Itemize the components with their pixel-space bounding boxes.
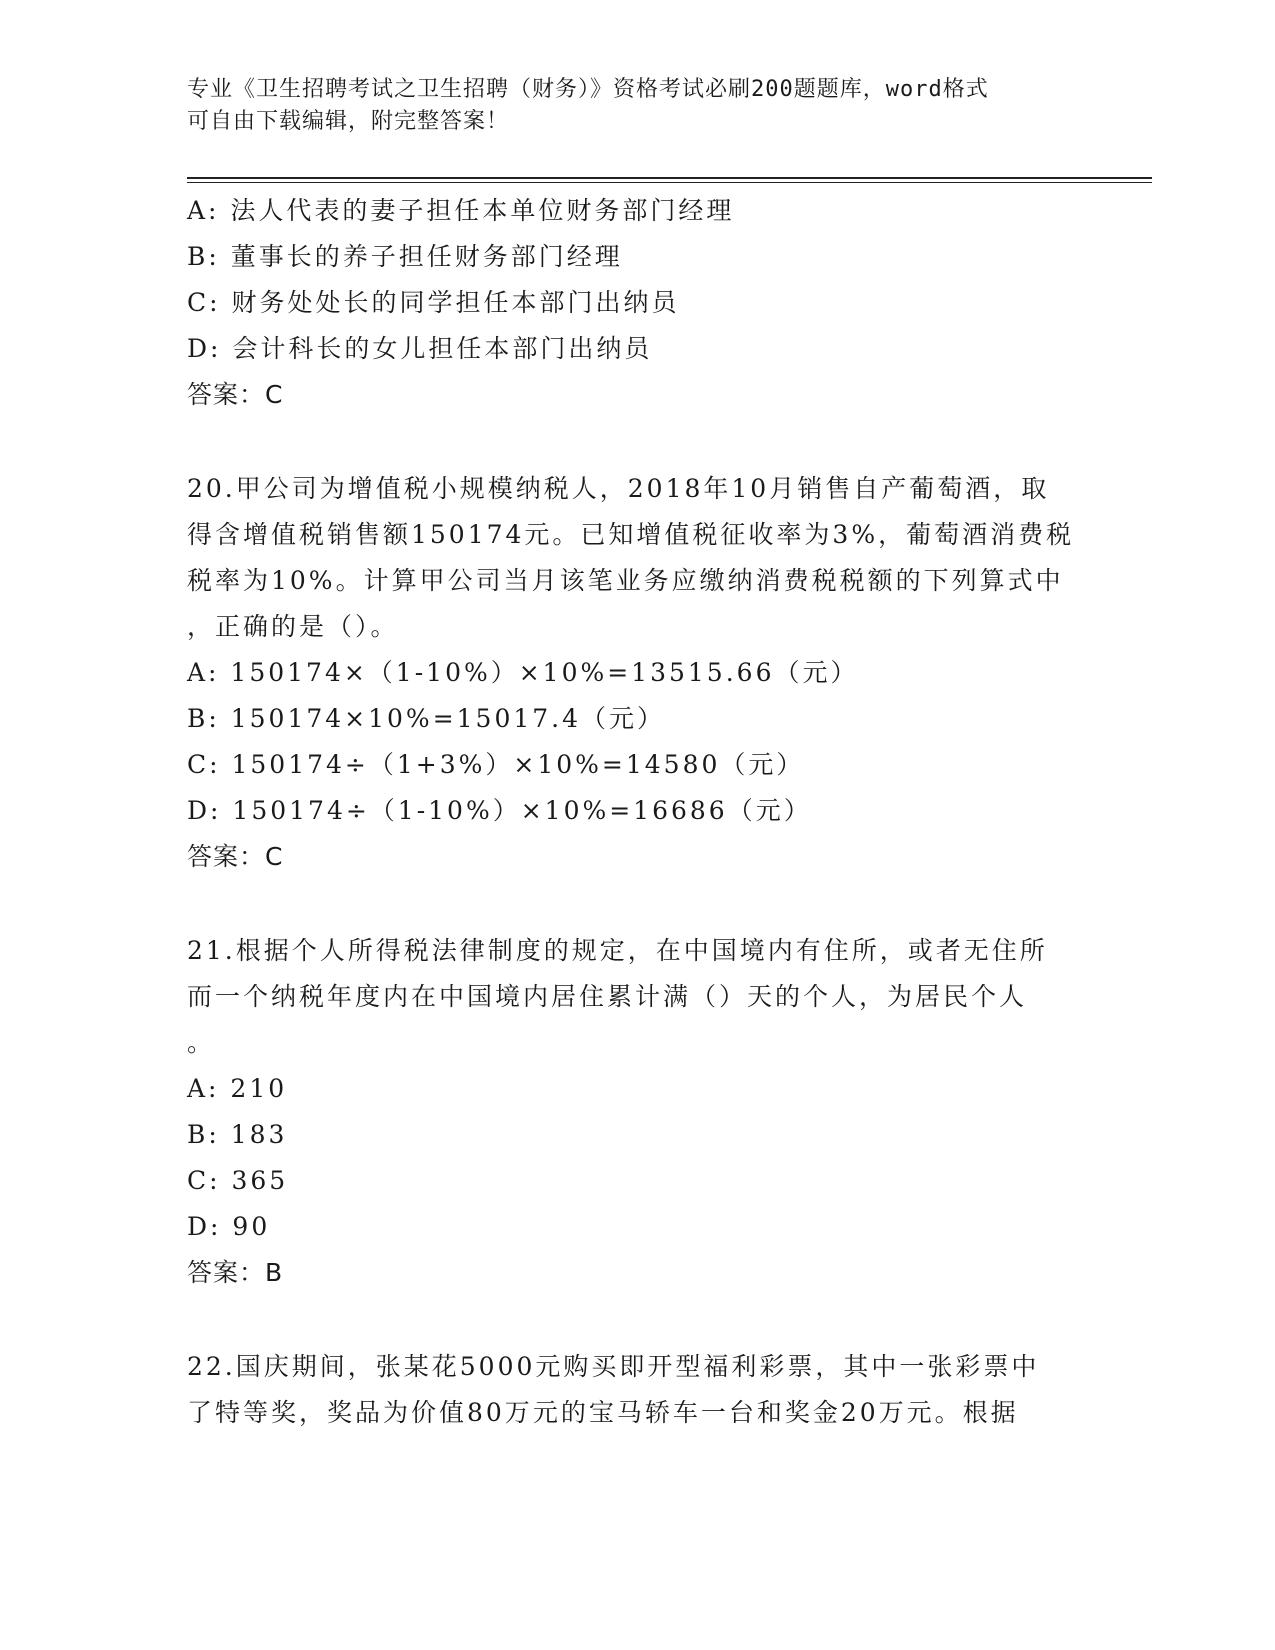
question-21 bbox=[187, 928, 1087, 1296]
option-c: C: 财务处处长的同学担任本部门出纳员 bbox=[187, 288, 680, 317]
question-stem-line: 。 bbox=[187, 1028, 216, 1057]
header-line-2: 可自由下载编辑，附完整答案！ bbox=[187, 109, 510, 134]
header-divider-thick bbox=[187, 177, 1152, 179]
answer: 答案：C bbox=[187, 380, 284, 409]
question-list bbox=[187, 188, 1087, 1436]
question-20 bbox=[187, 466, 1087, 880]
option-c: C: 150174÷（1+3%）×10%=14580（元） bbox=[187, 750, 805, 779]
option-d: D: 90 bbox=[187, 1212, 271, 1241]
question-19 bbox=[187, 188, 1087, 418]
document-header bbox=[187, 74, 1087, 138]
option-d: D: 会计科长的女儿担任本部门出纳员 bbox=[187, 334, 653, 363]
question-spacer bbox=[187, 1296, 1087, 1344]
question-stem-line: 20.甲公司为增值税小规模纳税人，2018年10月销售自产葡萄酒，取 bbox=[187, 474, 1050, 503]
option-b: B: 董事长的养子担任财务部门经理 bbox=[187, 242, 623, 271]
option-d: D: 150174÷（1-10%）×10%=16686（元） bbox=[187, 796, 812, 825]
question-22 bbox=[187, 1344, 1087, 1436]
header-line-1: 专业《卫生招聘考试之卫生招聘（财务）》资格考试必刷200题题库，word格式 bbox=[187, 77, 989, 102]
option-a: A: 150174×（1-10%）×10%=13515.66（元） bbox=[187, 658, 859, 687]
answer: 答案：C bbox=[187, 842, 284, 871]
question-stem-line: 了特等奖，奖品为价值80万元的宝马轿车一台和奖金20万元。根据 bbox=[187, 1398, 1019, 1427]
question-stem-line: 得含增值税销售额150174元。已知增值税征收率为3%，葡萄酒消费税 bbox=[187, 520, 1075, 549]
option-a: A: 法人代表的妻子担任本单位财务部门经理 bbox=[187, 196, 735, 225]
question-stem-line: 22.国庆期间，张某花5000元购买即开型福利彩票，其中一张彩票中 bbox=[187, 1352, 1040, 1381]
option-a: A: 210 bbox=[187, 1074, 288, 1103]
option-b: B: 150174×10%=15017.4（元） bbox=[187, 704, 666, 733]
question-stem-line: 21.根据个人所得税法律制度的规定，在中国境内有住所，或者无住所 bbox=[187, 936, 1048, 965]
option-c: C: 365 bbox=[187, 1166, 289, 1195]
header-divider-thin bbox=[187, 182, 1152, 183]
option-b: B: 183 bbox=[187, 1120, 288, 1149]
question-stem-line: ，正确的是（）。 bbox=[187, 612, 399, 641]
question-spacer bbox=[187, 418, 1087, 466]
question-stem-line: 税率为10%。计算甲公司当月该笔业务应缴纳消费税税额的下列算式中 bbox=[187, 566, 1064, 595]
question-stem-line: 而一个纳税年度内在中国境内居住累计满（）天的个人，为居民个人 bbox=[187, 982, 1028, 1011]
question-spacer bbox=[187, 880, 1087, 928]
answer: 答案：B bbox=[187, 1258, 284, 1287]
